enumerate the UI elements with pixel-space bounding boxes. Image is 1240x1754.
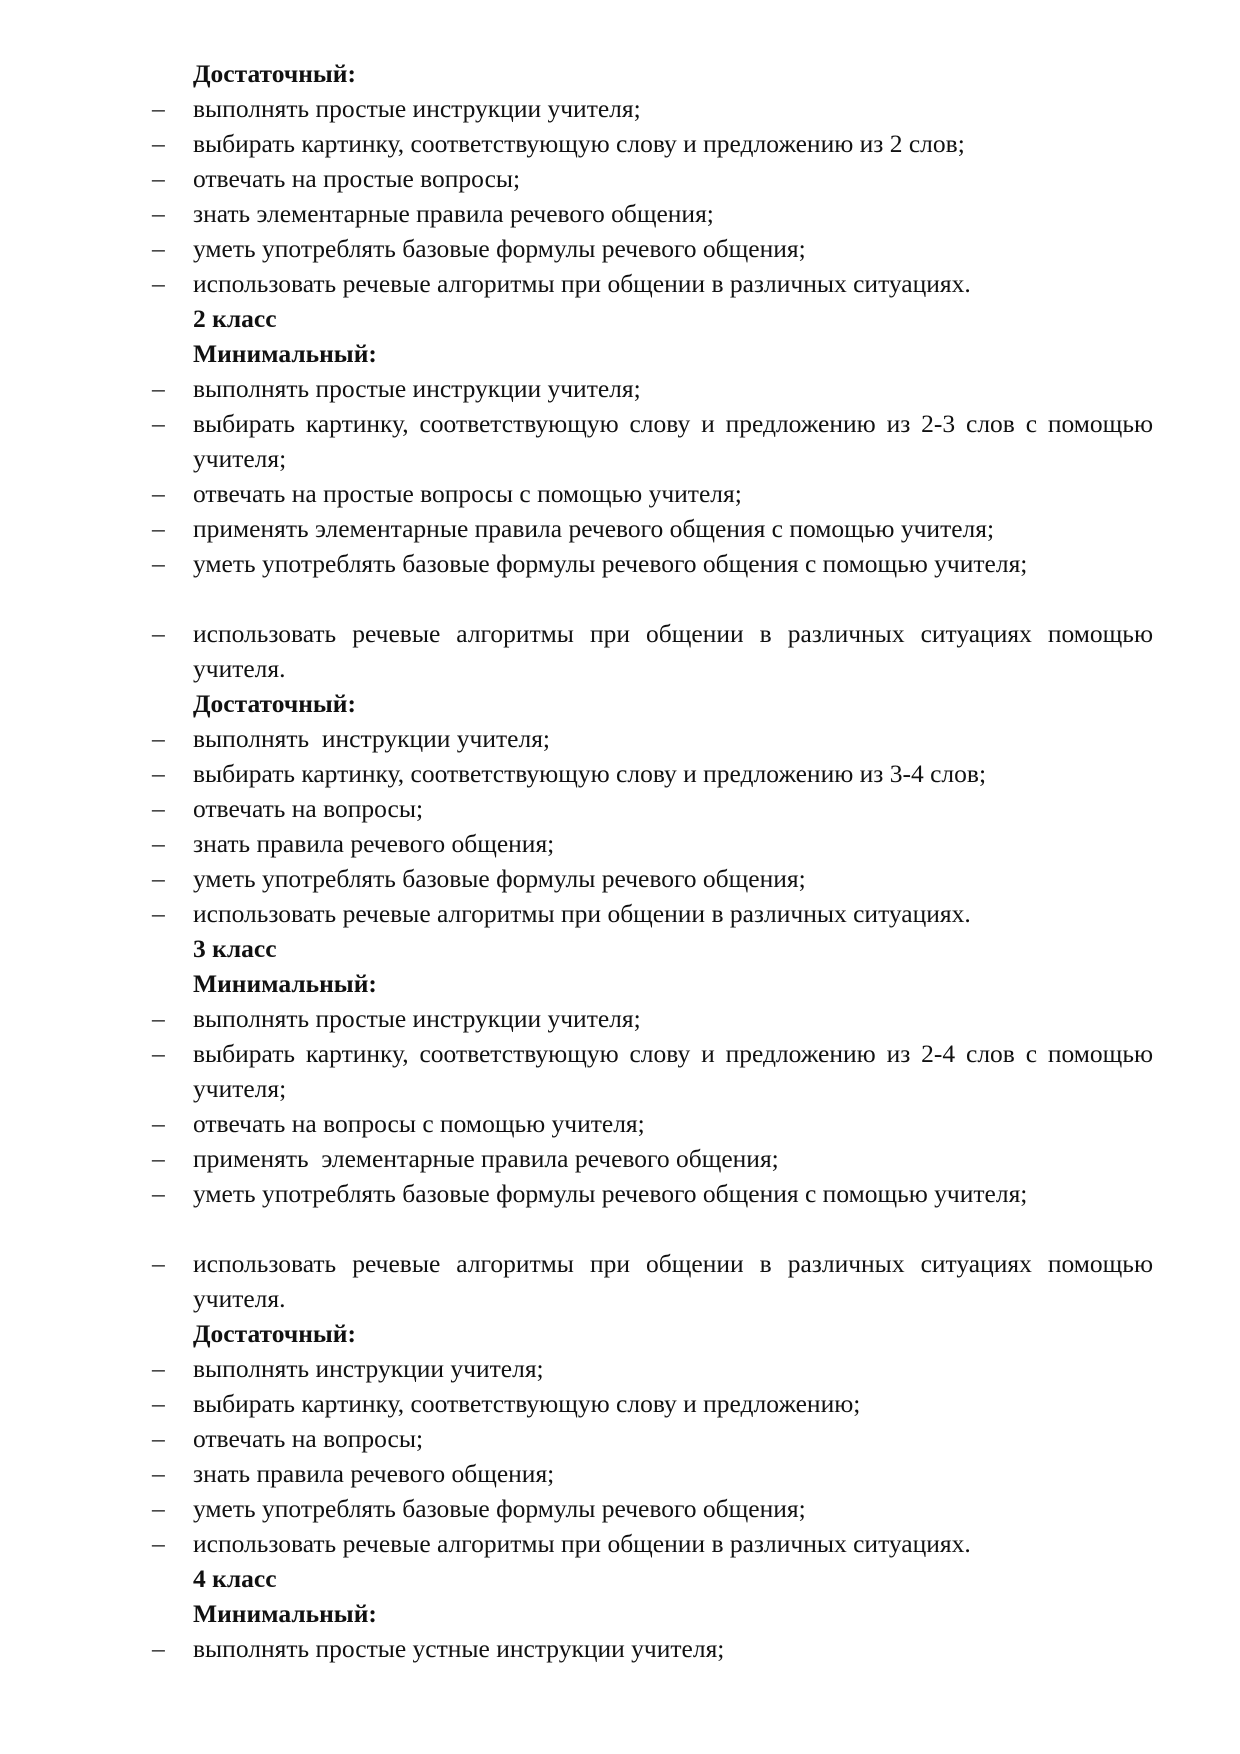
list-item-text: уметь употреблять базовые формулы речевого общения с помощью учителя; (193, 549, 1028, 578)
dash-bullet: – (152, 1144, 165, 1173)
list-item-text: применять элементарные правила речевого общения с помощью учителя; (193, 514, 995, 543)
list-item (0, 1001, 1240, 1036)
list-item (0, 826, 1240, 861)
dash-bullet: – (152, 619, 165, 648)
list-item (0, 756, 1240, 791)
list-item-text: уметь употреблять базовые формулы речевого общения; (193, 234, 806, 263)
list-item-text: использовать речевые алгоритмы при общении в различных ситуациях помощью учителя. (193, 1249, 1153, 1313)
list-item-text: применять элементарные правила речевого общения; (193, 1144, 779, 1173)
list-item (0, 91, 1240, 126)
dash-bullet: – (152, 479, 165, 508)
list-item-text: отвечать на вопросы с помощью учителя; (193, 1109, 645, 1138)
list-item (0, 1246, 1240, 1316)
dash-bullet: – (152, 759, 165, 788)
list-item-text: уметь употреблять базовые формулы речевого общения; (193, 864, 806, 893)
dash-bullet: – (152, 269, 165, 298)
list-item-text: выполнять простые инструкции учителя; (193, 374, 641, 403)
list-item (0, 721, 1240, 756)
list-item-text: отвечать на простые вопросы; (193, 164, 521, 193)
list-item (0, 1176, 1240, 1246)
list-item-text: уметь употреблять базовые формулы речевого общения; (193, 1494, 806, 1523)
dash-bullet: – (152, 164, 165, 193)
list-item-text: знать правила речевого общения; (193, 829, 555, 858)
list-item-text: использовать речевые алгоритмы при общении в различных ситуациях. (193, 899, 971, 928)
list-item (0, 406, 1240, 476)
dash-bullet: – (152, 549, 165, 578)
dash-bullet: – (152, 234, 165, 263)
list-item-text: выбирать картинку, соответствующую слову и предложению из 2 слов; (193, 129, 965, 158)
dash-bullet: – (152, 1109, 165, 1138)
dash-bullet: – (152, 1459, 165, 1488)
dash-bullet: – (152, 829, 165, 858)
dash-bullet: – (152, 724, 165, 753)
list-item-text: выбирать картинку, соответствующую слову и предложению из 3-4 слов; (193, 759, 987, 788)
list-item-text: использовать речевые алгоритмы при общении в различных ситуациях. (193, 1529, 971, 1558)
list-item (0, 371, 1240, 406)
dash-bullet: – (152, 1249, 165, 1278)
list-item-text: выбирать картинку, соответствующую слову и предложению из 2-3 слов с помощью учителя; (193, 409, 1153, 473)
list-item (0, 1421, 1240, 1456)
section-heading: Достаточный: (193, 689, 356, 718)
list-item (0, 1106, 1240, 1141)
dash-bullet: – (152, 1424, 165, 1453)
list-item-text: отвечать на вопросы; (193, 1424, 424, 1453)
list-item-text: отвечать на простые вопросы с помощью учителя; (193, 479, 742, 508)
list-item (0, 1491, 1240, 1526)
list-item (0, 1456, 1240, 1491)
dash-bullet: – (152, 1354, 165, 1383)
list-item (0, 1631, 1240, 1666)
list-item (0, 266, 1240, 301)
list-item-text: выполнять простые инструкции учителя; (193, 1004, 641, 1033)
list-item-text: выполнять инструкции учителя; (193, 724, 551, 753)
dash-bullet: – (152, 794, 165, 823)
list-item (0, 476, 1240, 511)
grade-heading: 4 класс (193, 1564, 277, 1593)
dash-bullet: – (152, 129, 165, 158)
list-item (0, 1526, 1240, 1561)
grade-heading: 3 класс (193, 934, 277, 963)
document-page (0, 56, 1240, 1666)
list-item-text: знать элементарные правила речевого общения; (193, 199, 714, 228)
list-item (0, 791, 1240, 826)
list-item (0, 511, 1240, 546)
dash-bullet: – (152, 199, 165, 228)
list-item-text: выбирать картинку, соответствующую слову и предложению из 2-4 слов с помощью учителя; (193, 1039, 1153, 1103)
dash-bullet: – (152, 1004, 165, 1033)
list-item-text: отвечать на вопросы; (193, 794, 424, 823)
grade-heading: 2 класс (193, 304, 277, 333)
list-item-text: знать правила речевого общения; (193, 1459, 555, 1488)
list-item-text: выполнять простые инструкции учителя; (193, 94, 641, 123)
dash-bullet: – (152, 1389, 165, 1418)
list-item (0, 1141, 1240, 1176)
dash-bullet: – (152, 1179, 165, 1208)
dash-bullet: – (152, 94, 165, 123)
list-item (0, 616, 1240, 686)
dash-bullet: – (152, 1039, 165, 1068)
section-heading: Минимальный: (193, 969, 377, 998)
dash-bullet: – (152, 1529, 165, 1558)
list-item-text: выбирать картинку, соответствующую слову и предложению; (193, 1389, 861, 1418)
list-item (0, 896, 1240, 931)
dash-bullet: – (152, 374, 165, 403)
dash-bullet: – (152, 1634, 165, 1663)
dash-bullet: – (152, 1494, 165, 1523)
list-item (0, 126, 1240, 161)
section-heading: Минимальный: (193, 1599, 377, 1628)
section-heading: Достаточный: (193, 59, 356, 88)
section-heading: Достаточный: (193, 1319, 356, 1348)
list-item (0, 1351, 1240, 1386)
list-item (0, 546, 1240, 616)
section-heading: Минимальный: (193, 339, 377, 368)
list-item (0, 1036, 1240, 1106)
dash-bullet: – (152, 899, 165, 928)
list-item (0, 231, 1240, 266)
list-item (0, 161, 1240, 196)
list-item-text: использовать речевые алгоритмы при общении в различных ситуациях. (193, 269, 971, 298)
list-item-text: использовать речевые алгоритмы при общении в различных ситуациях помощью учителя. (193, 619, 1153, 683)
list-item-text: выполнять простые устные инструкции учителя; (193, 1634, 725, 1663)
dash-bullet: – (152, 514, 165, 543)
list-item-text: выполнять инструкции учителя; (193, 1354, 544, 1383)
dash-bullet: – (152, 864, 165, 893)
list-item (0, 861, 1240, 896)
dash-bullet: – (152, 409, 165, 438)
list-item (0, 1386, 1240, 1421)
list-item-text: уметь употреблять базовые формулы речевого общения с помощью учителя; (193, 1179, 1028, 1208)
list-item (0, 196, 1240, 231)
